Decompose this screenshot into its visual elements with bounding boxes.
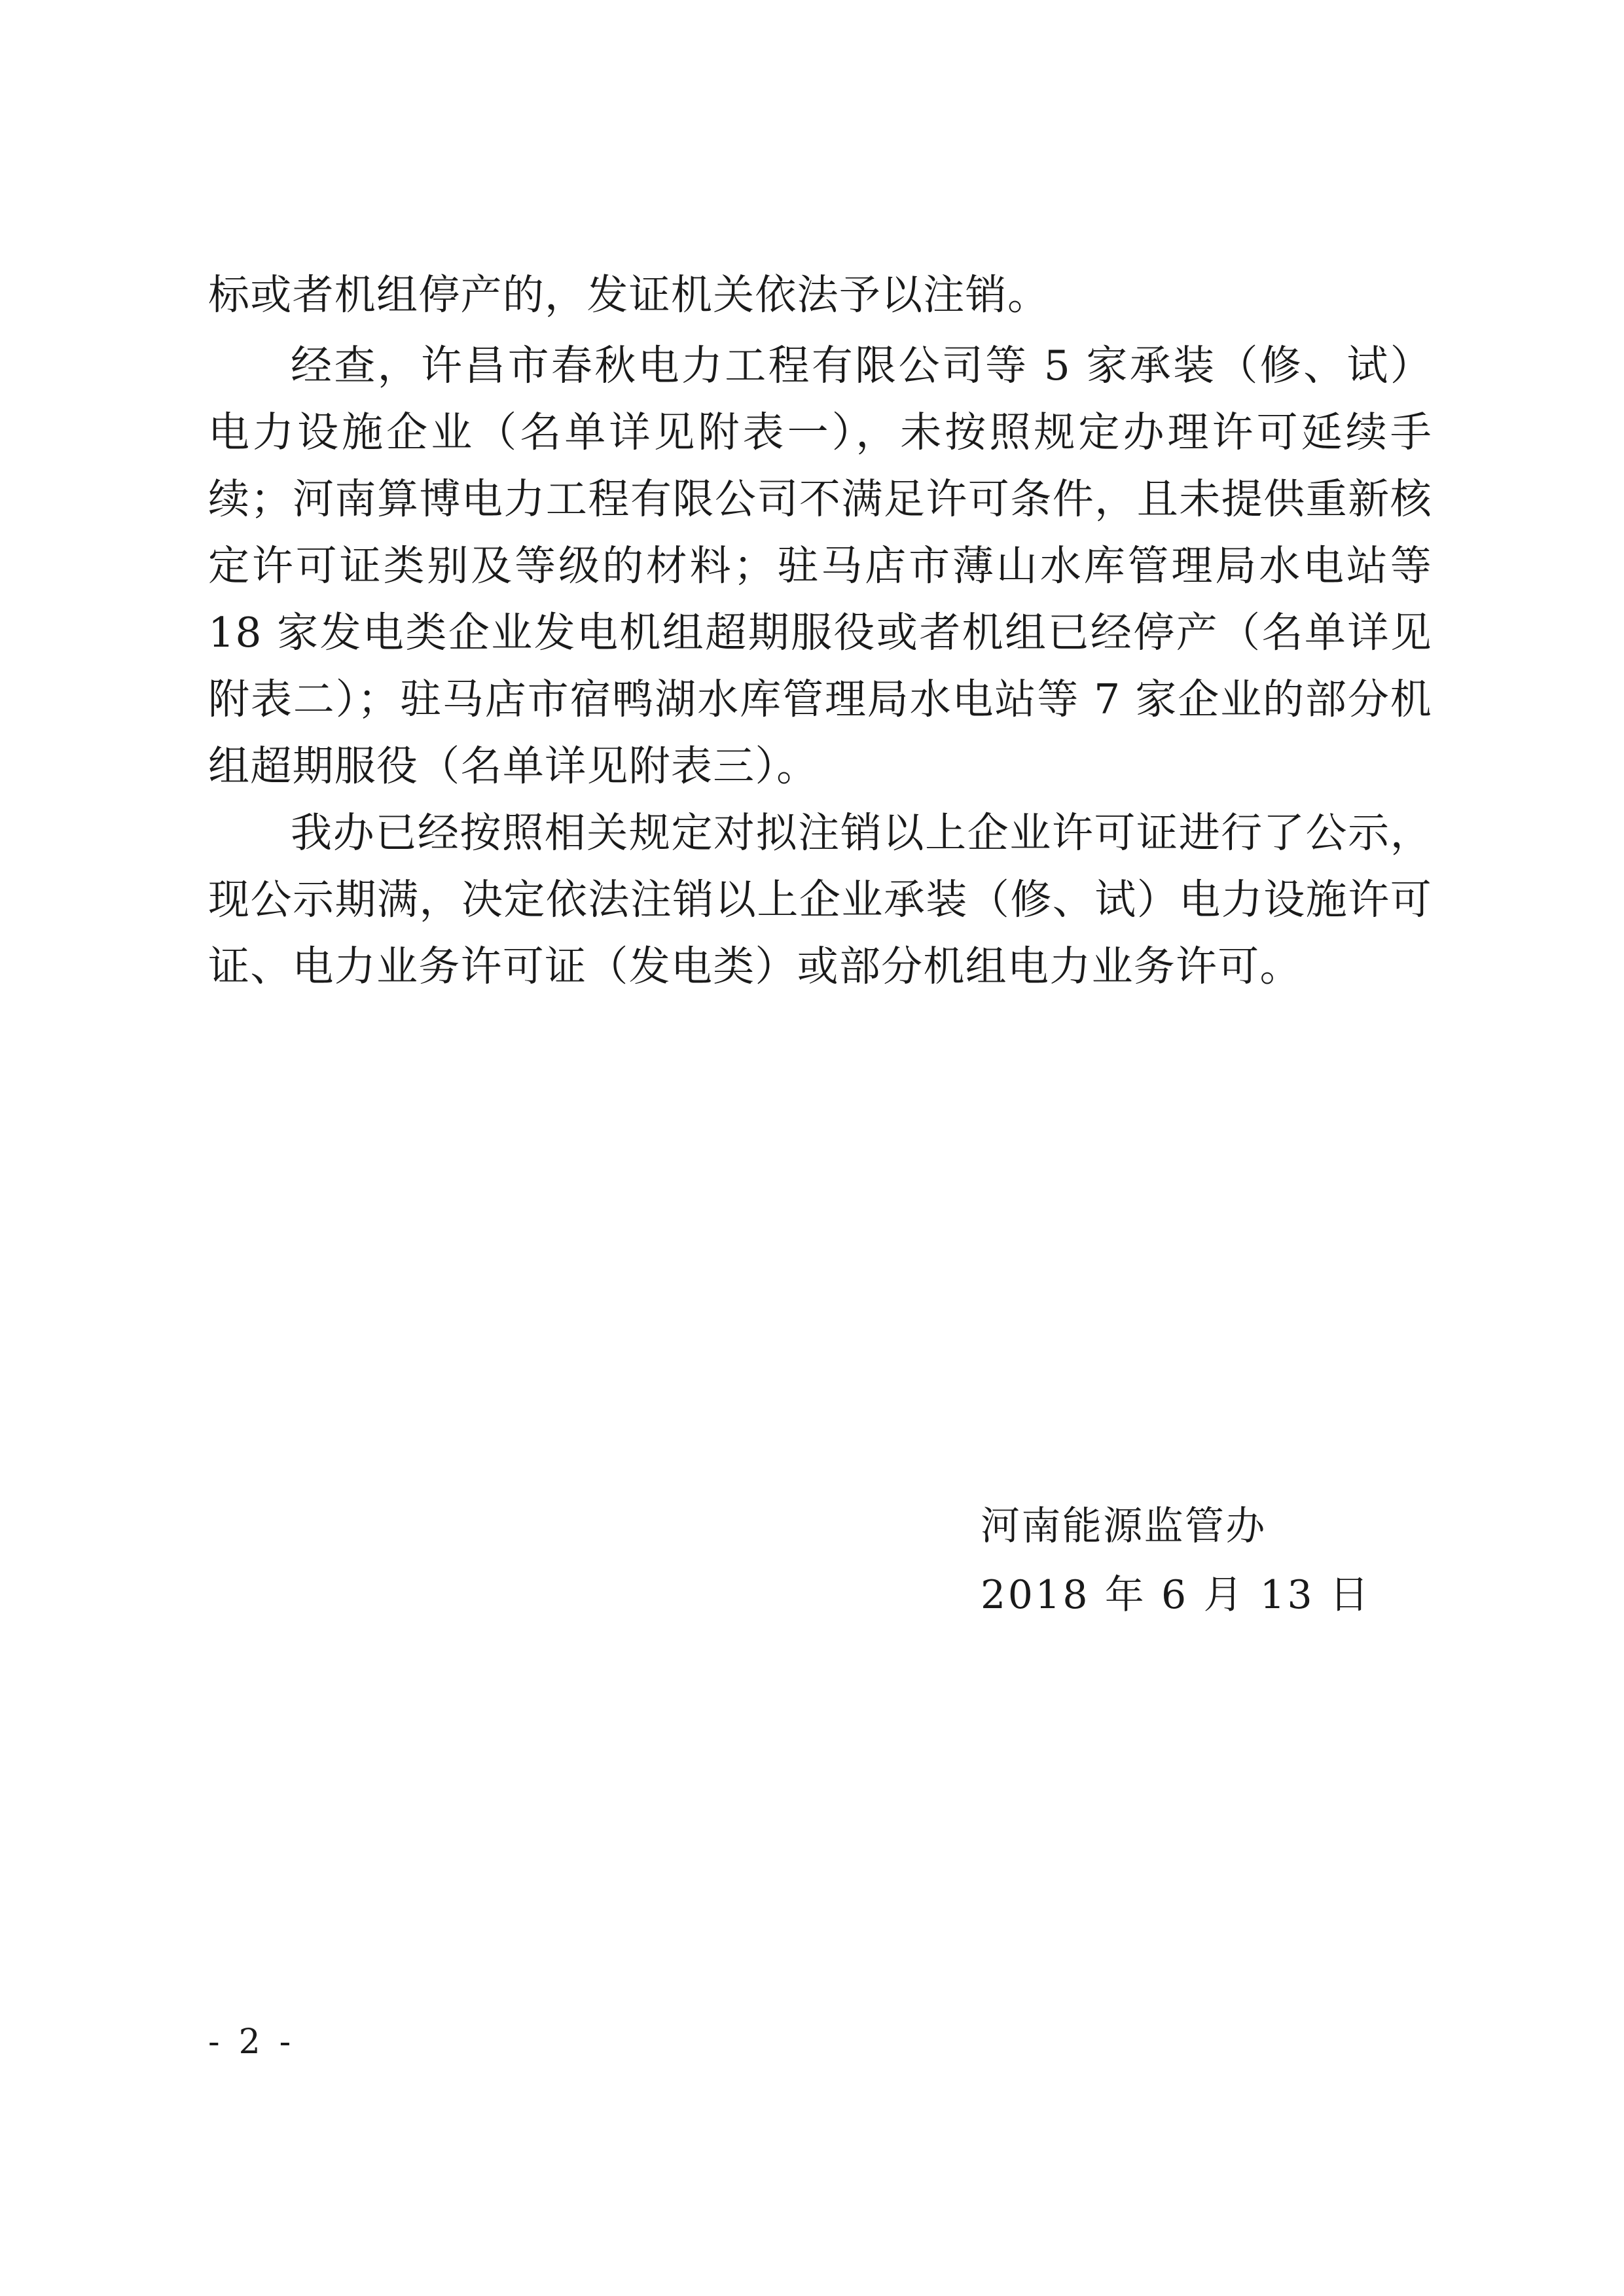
paragraph-investigation: 经查，许昌市春秋电力工程有限公司等 5 家承装（修、试）电力设施企业（名单详见附表一），未按照规定办理许可延续手续；河南算博电力工程有限公司不满足许可条件，且未提供重新核定许可证类别及等级的材料；驻马店市薄山水库管理局水电站等 18 家发电类企业发电机组超期服役或者机组已经停产（名单详见附表二）；驻马店市宿鸭湖水库管理局水电站等 7 家企业的部分机组超期服役（名单详见附表三）。 [208,342,1432,791]
page-number: - 2 - [208,2022,295,2062]
signature-block [208,1492,1432,1630]
signature-date: 2018 年 6 月 13 日 [981,1572,1371,1618]
paragraph-continued: 标或者机组停产的，发证机关依法予以注销。 [208,271,1050,319]
signature-organization: 河南能源监管办 [981,1503,1267,1549]
paragraph-decision: 我办已经按照相关规定对拟注销以上企业许可证进行了公示，现公示期满，决定依法注销以上企业承装（修、试）电力设施许可证、电力业务许可证（发电类）或部分机组电力业务许可。 [208,809,1432,991]
document-body [208,262,1432,1001]
